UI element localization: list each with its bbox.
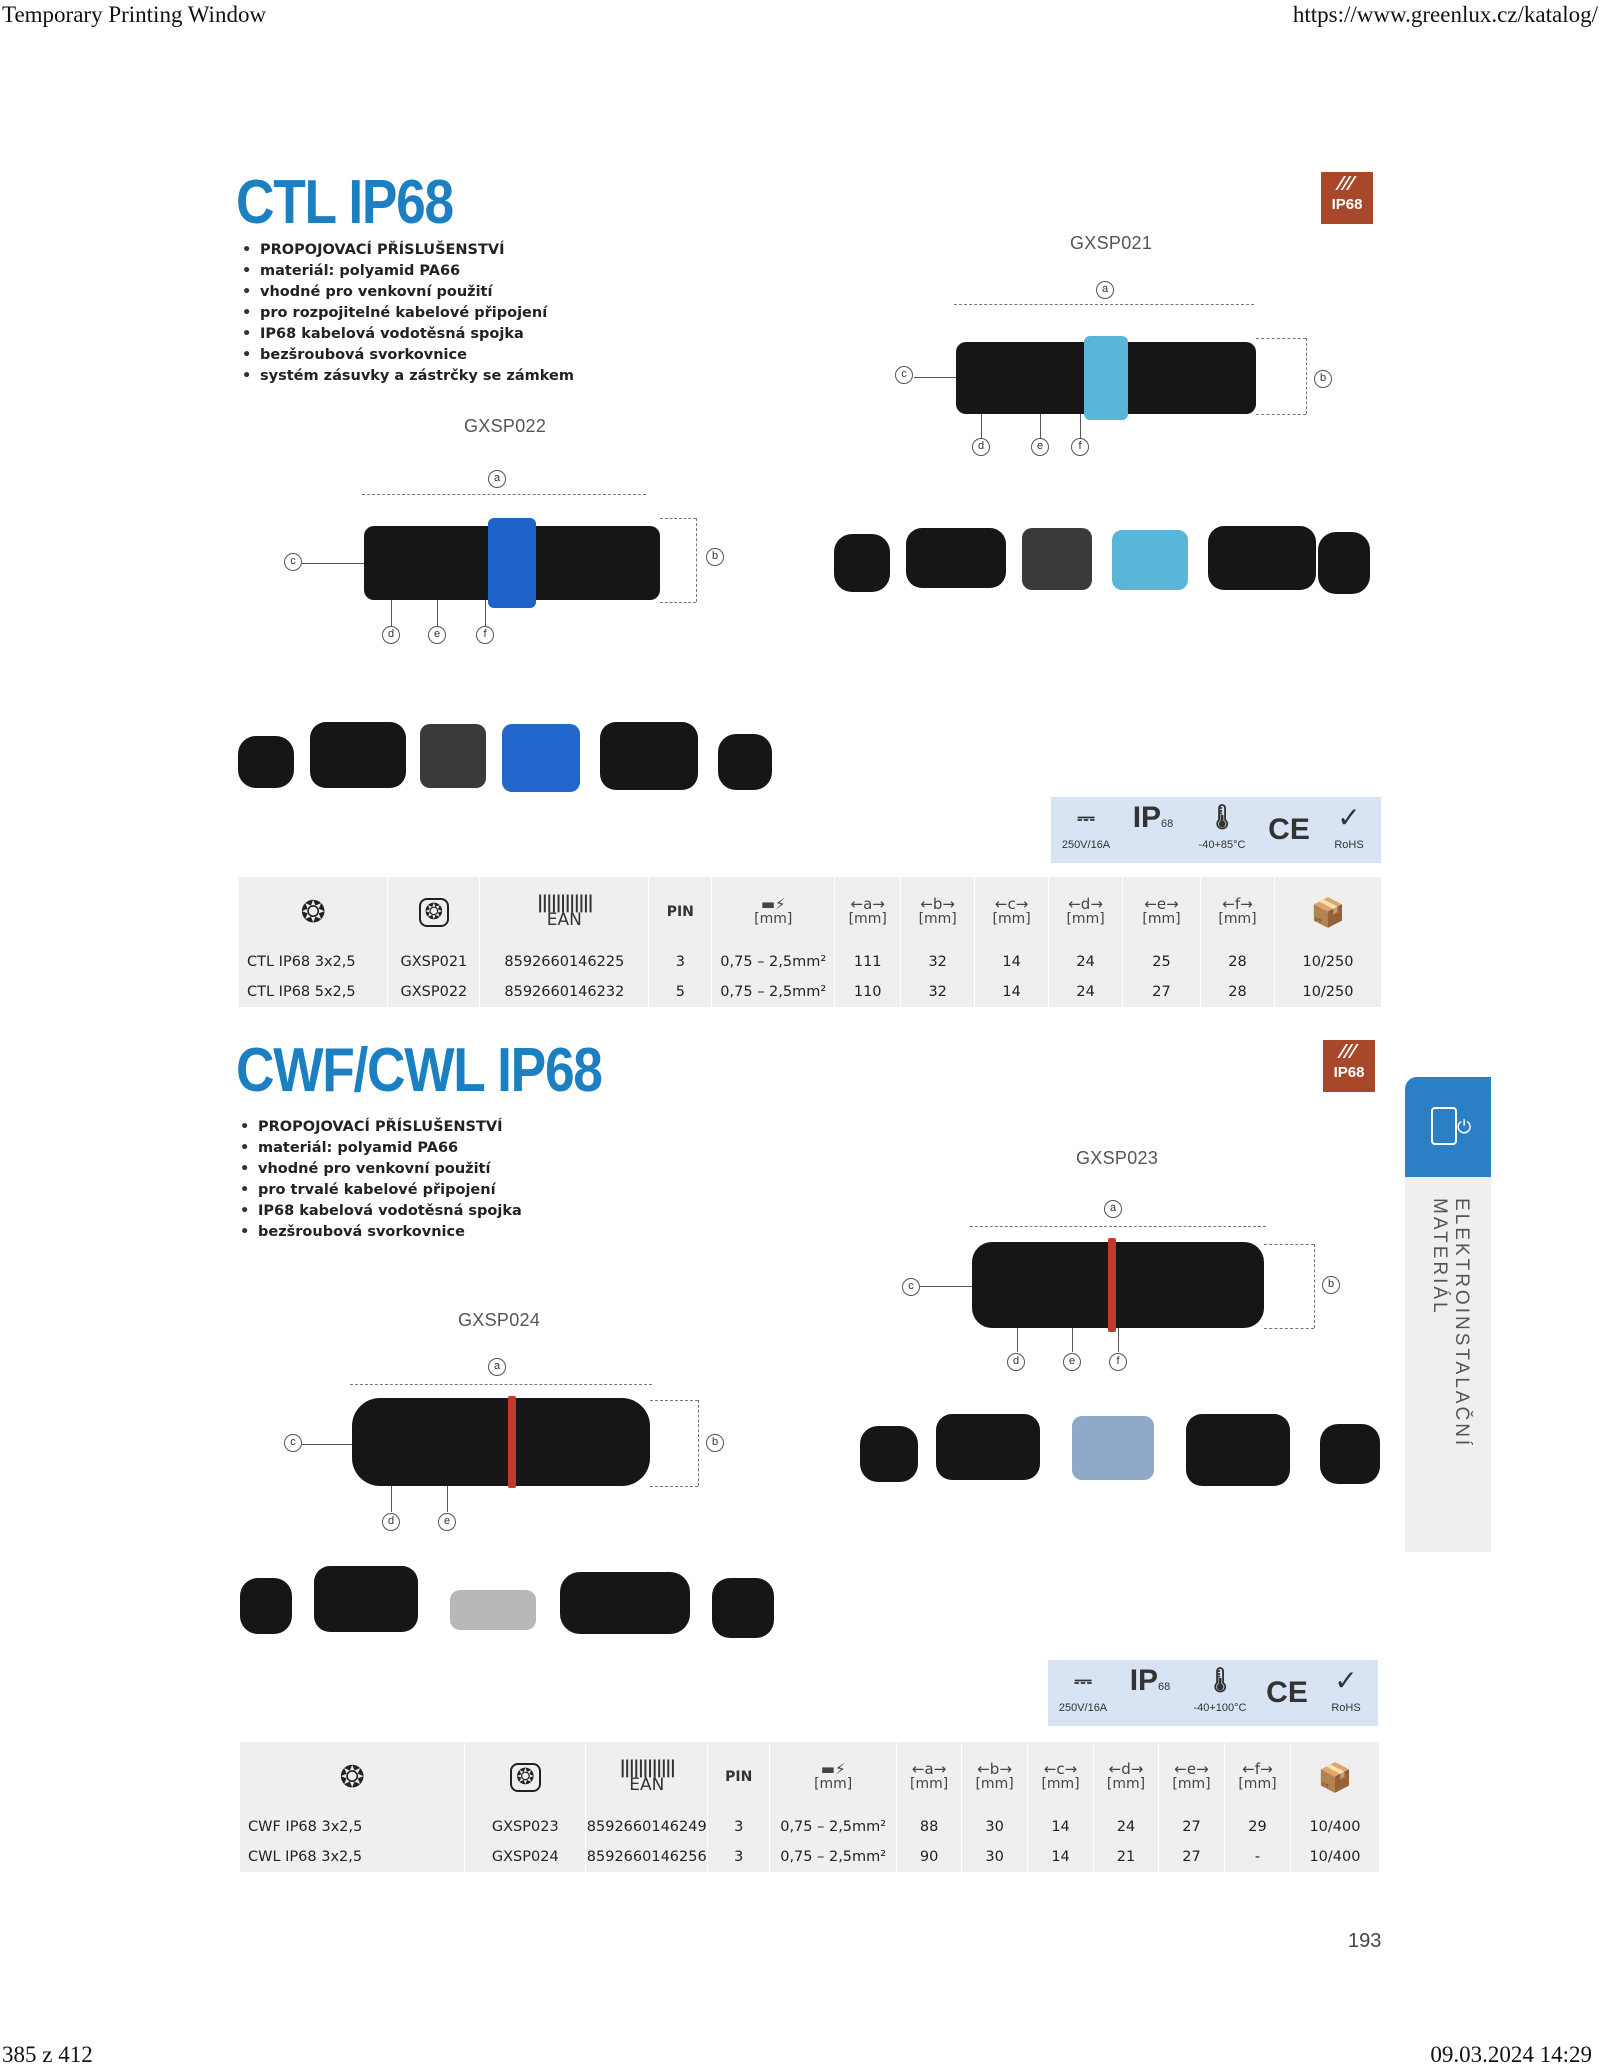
ean-barcode-icon: |||||||||||| EAN [480,877,649,947]
table-header-row [240,1742,1380,1812]
rohs-check-icon: ✓ RoHS [1331,1665,1361,1714]
dim-label: c [902,1278,920,1296]
ean-barcode-icon: |||||||||||| EAN [586,1742,708,1812]
pin-header: PIN [708,1742,770,1812]
dim-label: d [382,1513,400,1531]
ip-rating-icon: IP68 [1132,801,1174,834]
feature-item: • pro trvalé kabelové připojení [258,1180,522,1201]
dim-e-header: ←e→ [mm] [1123,877,1201,947]
table-row: CTL IP68 3x2,5 GXSP021 8592660146225 3 0,75 – 2,5mm² 111 32 14 24 25 28 10/250 [239,947,1382,977]
dim-label: d [1007,1353,1025,1371]
rating-icon: ⎓ 250V/16A [1061,805,1111,851]
product-code-label: GXSP022 [464,416,547,436]
dim-c-header: ←c→ [mm] [1028,1742,1094,1812]
rohs-check-icon: ✓ RoHS [1334,802,1364,851]
dim-c-header: ←c→ [mm] [975,877,1049,947]
dim-label: c [284,1434,302,1452]
dim-d-header: ←d→ [mm] [1094,1742,1159,1812]
feature-item: • materiál: polyamid PA66 [258,1138,522,1159]
spec-strip-ctl [1051,797,1381,863]
window-title: Temporary Printing Window [2,2,267,27]
feature-item: • bezšroubová svorkovnice [258,1222,522,1243]
table-row: CWF IP68 3x2,5 GXSP023 8592660146249 3 0,75 – 2,5mm² 88 30 14 24 27 29 10/400 [240,1812,1380,1842]
feature-item: • materiál: polyamid PA66 [260,261,574,282]
shell-icon: ❂ [240,1742,465,1812]
ce-mark-icon: CE [1268,813,1310,846]
cable-section-icon: ▬⚡ [mm] [712,877,835,947]
temperature-icon: 🌡 -40+100°C [1193,1667,1247,1714]
dim-d-header: ←d→ [mm] [1049,877,1123,947]
dim-a-header: ←a→ [mm] [897,1742,962,1812]
dim-label: f [1109,1353,1127,1371]
package-icon: 📦 [1274,877,1381,947]
ip68-badge: ⁄⁄⁄ IP68 [1321,172,1373,224]
dim-label: a [488,1358,506,1376]
ip-rating-icon: IP68 [1129,1664,1171,1697]
dim-e-header: ←e→ [mm] [1159,1742,1225,1812]
product-code-label: GXSP023 [1076,1148,1159,1168]
dim-label: b [706,548,724,566]
feature-list-cwf [238,1117,522,1243]
page-counter: 385 z 412 [2,2042,93,2067]
table-header-row [239,877,1382,947]
feature-item: • IP68 kabelová vodotěsná spojka [258,1201,522,1222]
dim-label: a [1096,281,1114,299]
dim-label: a [488,470,506,488]
dim-label: e [1031,438,1049,456]
section-title-ctl: CTL IP68 [236,168,453,237]
code-icon: ❂ [388,877,480,947]
dim-f-header: ←f→ [mm] [1201,877,1275,947]
dim-label: e [1063,1353,1081,1371]
ce-mark-icon: CE [1266,1676,1308,1709]
table-row: CWL IP68 3x2,5 GXSP024 8592660146256 3 0,75 – 2,5mm² 90 30 14 21 27 - 10/400 [240,1842,1380,1872]
dim-label: b [1314,370,1332,388]
dim-f-header: ←f→ [mm] [1224,1742,1290,1812]
feature-item: • IP68 kabelová vodotěsná spojka [260,324,574,345]
dim-label: d [382,626,400,644]
pin-header: PIN [649,877,712,947]
section-title-cwf: CWF/CWL IP68 [236,1036,602,1105]
shell-icon: ❂ [239,877,388,947]
code-icon: ❂ [465,1742,586,1812]
feature-item: • pro rozpojitelné kabelové připojení [260,303,574,324]
print-datetime: 09.03.2024 14:29 [1430,2042,1592,2067]
feature-item: • bezšroubová svorkovnice [260,345,574,366]
water-drops-icon: ⁄⁄⁄ [1338,173,1356,195]
page-url[interactable]: https://www.greenlux.cz/katalog/ [1292,2,1598,27]
dim-a-header: ←a→ [mm] [835,877,901,947]
dim-label: b [1322,1276,1340,1294]
dim-label: f [1071,438,1089,456]
dim-label: b [706,1434,724,1452]
dim-label: d [972,438,990,456]
feature-item: • PROPOJOVACÍ PŘÍSLUŠENSTVÍ [258,1117,522,1138]
package-icon: 📦 [1290,1742,1379,1812]
dim-label: e [428,626,446,644]
ip68-badge: ⁄⁄⁄ IP68 [1323,1040,1375,1092]
dim-label: c [284,553,302,571]
socket-plug-icon [1431,1107,1457,1145]
spec-strip-cwf [1048,1660,1378,1726]
dim-label: e [438,1513,456,1531]
product-code-label: GXSP021 [1070,233,1153,253]
dim-b-header: ←b→ [mm] [901,877,975,947]
dim-label: a [1104,1200,1122,1218]
temperature-icon: 🌡 -40+85°C [1198,804,1246,851]
page-number: 193 [1348,1930,1382,1952]
product-table-ctl [239,877,1382,1007]
sidebar-category-tab[interactable] [1405,1077,1491,1177]
rating-icon: ⎓ 250V/16A [1058,1668,1108,1714]
feature-item: • vhodné pro venkovní použití [258,1159,522,1180]
plug-icon: ⏻ [1457,1117,1472,1137]
water-drops-icon: ⁄⁄⁄ [1340,1041,1358,1063]
table-row: CTL IP68 5x2,5 GXSP022 8592660146232 5 0,75 – 2,5mm² 110 32 14 24 27 28 10/250 [239,977,1382,1007]
feature-list-ctl [240,240,574,387]
dim-label: f [476,626,494,644]
product-code-label: GXSP024 [458,1310,541,1330]
product-table-cwf [240,1742,1380,1872]
cable-section-icon: ▬⚡ [mm] [770,1742,897,1812]
feature-item: • systém zásuvky a zástrčky se zámkem [260,366,574,387]
sidebar-category-label: ELEKTROINSTALAČNÍ MATERIÁL [1429,1198,1472,1449]
feature-item: • PROPOJOVACÍ PŘÍSLUŠENSTVÍ [260,240,574,261]
dim-label: c [895,366,913,384]
dim-b-header: ←b→ [mm] [962,1742,1028,1812]
feature-item: • vhodné pro venkovní použití [260,282,574,303]
